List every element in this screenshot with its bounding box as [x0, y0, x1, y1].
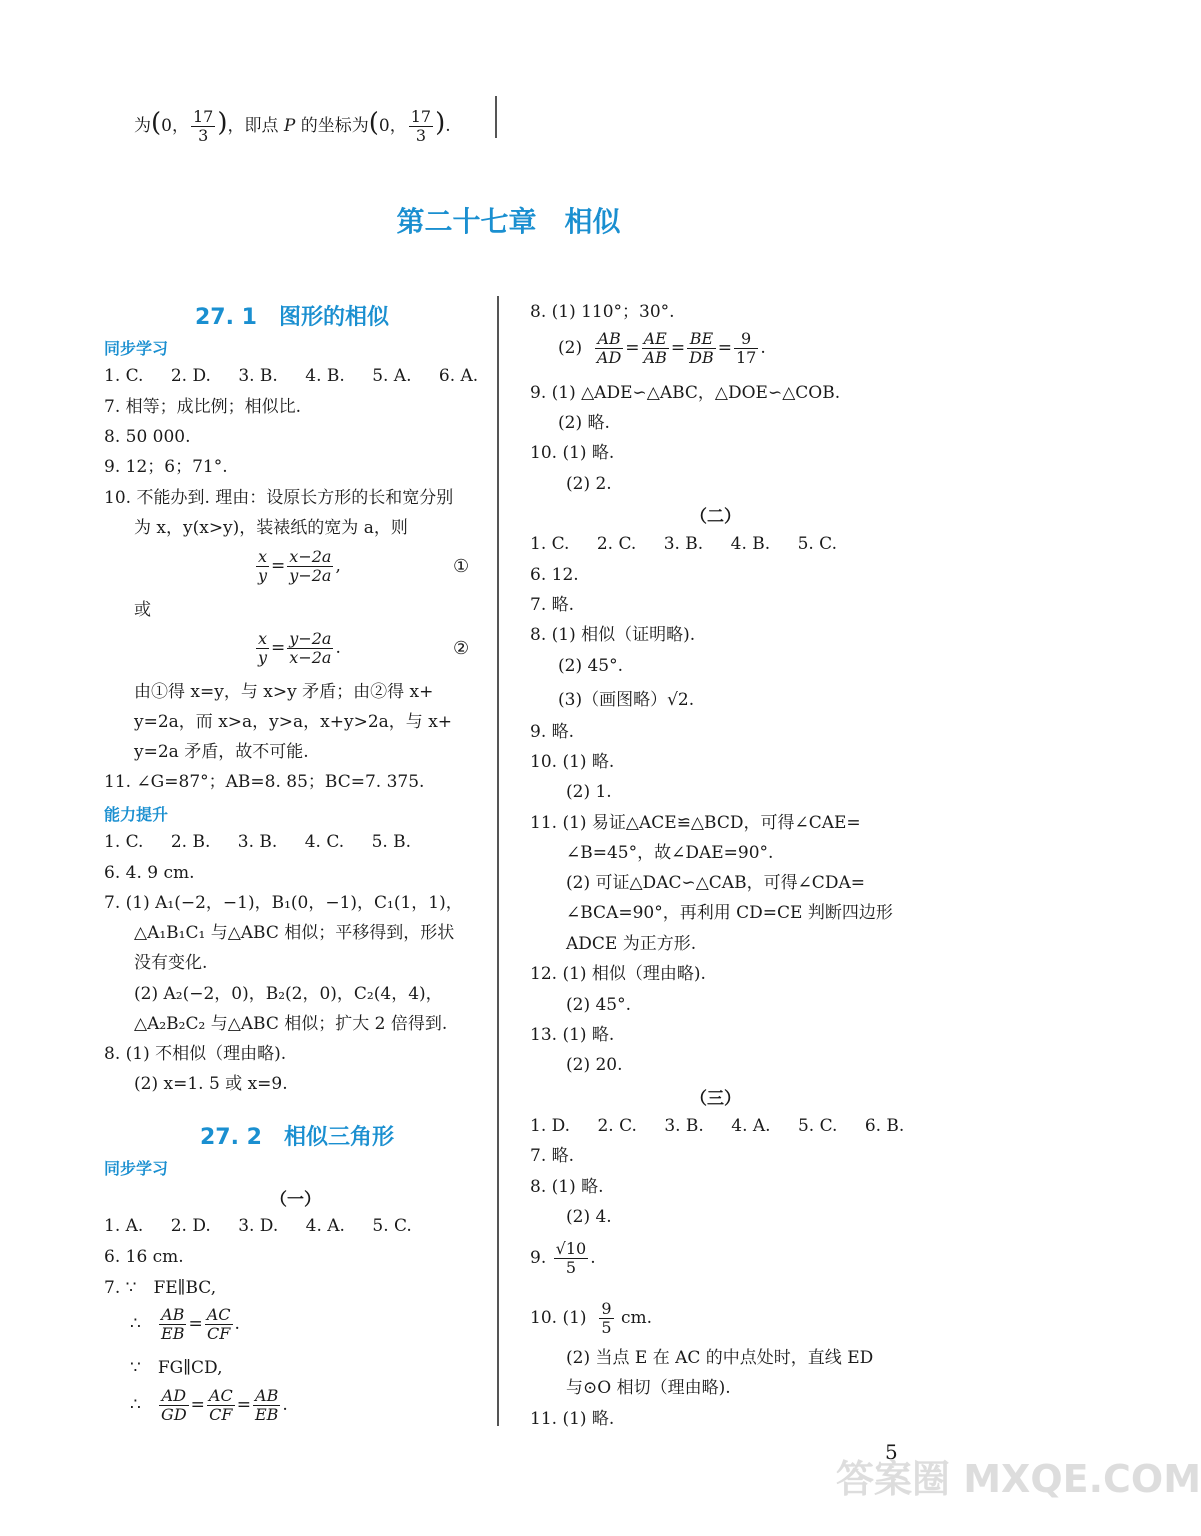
frac-den: CF: [209, 1405, 233, 1424]
answer-11: 11. ∠G=87°；AB=8. 85；BC=7. 375.: [104, 772, 425, 792]
answer-b6: 6. 16 cm.: [104, 1247, 184, 1267]
c-answer-12-line-2: (2) 45°.: [566, 995, 632, 1015]
equation-2: $\frac{x}{y}$ = $\frac{y-2a}{x-2a}$ .: [258, 629, 341, 667]
sub-heading-sync: 同步学习: [104, 339, 169, 358]
answer-row-d1: [530, 1114, 904, 1138]
therefore-sign: ∴: [130, 1395, 141, 1415]
answer: 4. C.: [304, 832, 345, 852]
c-answer-7: 7. 略.: [530, 595, 575, 615]
frac-den: 5: [565, 1258, 577, 1277]
fraction: [207, 1387, 235, 1424]
answer-row-a1: [104, 830, 411, 854]
d-answer-9: 9. $\frac{√10}{5}$ .: [530, 1239, 596, 1277]
fraction: [687, 330, 716, 367]
frac-den: EB: [254, 1405, 279, 1424]
part-heading-3: （三）: [690, 1089, 741, 1109]
answer: 2. D.: [170, 1216, 211, 1236]
r-answer-10-line-2: (2) 2.: [566, 474, 612, 494]
c-answer-11-line-3: (2) 可证△DAC∽△CAB，可得∠CDA=: [566, 873, 865, 893]
section-title-27-1: 27. 1 图形的相似: [195, 305, 389, 330]
answer-row-b1: [104, 1214, 412, 1238]
frac-den: 3: [198, 126, 209, 145]
frac-den: EB: [161, 1324, 185, 1343]
answer: 3. B.: [663, 534, 704, 554]
c-answer-12-line-1: 12. (1) 相似（理由略).: [530, 964, 706, 984]
c-answer-8-line-1: 8. (1) 相似（证明略).: [530, 625, 696, 645]
fraction: [734, 330, 758, 367]
fraction: [159, 1306, 186, 1343]
frac-den: y: [258, 566, 268, 585]
frac-num: BE: [687, 330, 716, 349]
answer: 1. D.: [530, 1116, 571, 1136]
answer-7: 7. 相等；成比例；相似比.: [104, 397, 302, 417]
ability-answer-6: 6. 4. 9 cm.: [104, 863, 195, 883]
answer-b7-line-4: ∴ $\frac{AD}{GD}$ = $\frac{AC}{CF}$ = $\frac{AB}{EB}$ .: [130, 1386, 288, 1424]
answer: 5. C.: [372, 1216, 412, 1236]
answer: 4. B.: [730, 534, 771, 554]
therefore-sign: ∴: [130, 1314, 141, 1334]
fraction: [599, 1300, 613, 1337]
chapter-title: 第二十七章 相似: [396, 205, 621, 238]
answer: 2. B.: [170, 832, 211, 852]
ability-answer-7-line-4: (2) A₂(−2，0)，B₂(2，0)，C₂(4，4)，: [134, 984, 443, 1004]
answer: 1. C.: [530, 534, 570, 554]
frac-num: AC: [208, 1386, 233, 1405]
c-answer-11-line-2: ∠B=45°，故∠DAE=90°.: [566, 843, 774, 863]
r-answer-9-line-2: (2) 略.: [558, 413, 610, 433]
frac-num: AC: [206, 1305, 231, 1324]
frac-num: 9: [734, 330, 758, 349]
answer: 4. A.: [305, 1216, 345, 1236]
equation-marker-2: ②: [453, 638, 470, 659]
ability-answer-7-line-1: 7. (1) A₁(−2，−1)，B₁(0，−1)，C₁(1，1)，: [104, 893, 463, 913]
c-answer-13-line-1: 13. (1) 略.: [530, 1025, 615, 1045]
r-answer-9-line-1: 9. (1) △ADE∽△ABC，△DOE∽△COB.: [530, 383, 841, 403]
answer-row-l1: [104, 364, 478, 388]
sub-heading-sync-2: 同步学习: [104, 1159, 169, 1178]
frac-den: AB: [643, 348, 667, 367]
answer-10-line-5: y=2a 矛盾，故不可能.: [134, 742, 309, 762]
answer-9: 9. 12；6；71°.: [104, 457, 228, 477]
answer-b7-line-2: ∴ $\frac{AB}{EB}$ = $\frac{AC}{CF}$ .: [130, 1305, 240, 1343]
answer: 3. B.: [237, 832, 278, 852]
fraction: [554, 1240, 589, 1277]
num-label: 9.: [530, 1248, 547, 1268]
top-zero-2: 0，: [378, 116, 407, 136]
c-answer-13-line-2: (2) 20.: [566, 1055, 623, 1075]
num-label: 10. (1): [530, 1308, 587, 1328]
frac-den: y−2a: [289, 566, 332, 585]
r-answer-10-line-1: 10. (1) 略.: [530, 443, 615, 463]
part-heading-1: （一）: [270, 1190, 321, 1210]
answer: 4. A.: [731, 1116, 771, 1136]
frac-num: AB: [159, 1306, 186, 1325]
frac-num: AB: [253, 1387, 280, 1406]
frac-den: DB: [689, 348, 714, 367]
d-answer-7: 7. 略.: [530, 1146, 575, 1166]
unit: cm.: [620, 1308, 652, 1328]
c-answer-10-line-1: 10. (1) 略.: [530, 752, 615, 772]
equation-marker-1: ①: [453, 556, 470, 577]
answer: 2. D.: [170, 366, 211, 386]
eq-tail: ,: [335, 556, 341, 576]
section-title-27-2: 27. 2 相似三角形: [200, 1125, 394, 1150]
answer: 1. C.: [104, 366, 144, 386]
ability-answer-7-line-2: △A₁B₁C₁ 与△ABC 相似；平移得到，形状: [134, 923, 455, 943]
answer-row-c1: [530, 532, 837, 556]
fraction: [253, 1387, 280, 1424]
fraction: [287, 548, 333, 585]
top-text-3: 的坐标为: [300, 116, 369, 136]
frac-num: x−2a: [287, 548, 333, 567]
sub-heading-ability: 能力提升: [104, 805, 169, 824]
fraction: [256, 630, 269, 667]
answer: 6. B.: [864, 1116, 905, 1136]
top-var: P: [283, 116, 296, 136]
r-answer-8-line-2: (2) $\frac{AB}{AD}$ = $\frac{AE}{AB}$ = $\frac{BE}{DB}$ = $\frac{9}{17}$ .: [558, 329, 766, 367]
frac-num: y−2a: [289, 629, 332, 648]
frac-num: AD: [159, 1387, 189, 1406]
sub-label: (2): [558, 338, 583, 358]
frac-den: x−2a: [289, 648, 332, 667]
frac-den: CF: [206, 1324, 231, 1343]
top-text-1: 为: [134, 116, 151, 136]
c-answer-6: 6. 12.: [530, 565, 579, 585]
answer: 1. A.: [104, 1216, 144, 1236]
top-frac-2: [409, 108, 433, 145]
frac-num: 9: [601, 1299, 612, 1318]
fraction: [159, 1387, 189, 1424]
frac-den: 3: [415, 126, 427, 145]
c-answer-10-line-2: (2) 1.: [566, 782, 612, 802]
frac-den: 17: [735, 348, 757, 367]
top-zero-1: 0，: [161, 116, 189, 136]
frac-den: GD: [161, 1405, 187, 1424]
c-answer-9: 9. 略.: [530, 722, 575, 742]
c-answer-11-line-5: ADCE 为正方形.: [566, 934, 697, 954]
answer-10-line-2: 为 x，y(x>y)，装裱纸的宽为 a，则: [134, 518, 408, 538]
frac-num: x: [256, 630, 269, 649]
d-answer-10-line-3: 与⊙O 相切（理由略).: [566, 1378, 731, 1398]
ability-answer-7-line-5: △A₂B₂C₂ 与△ABC 相似；扩大 2 倍得到.: [134, 1014, 448, 1034]
answer: 3. B.: [664, 1116, 704, 1136]
fraction: [595, 330, 623, 367]
c-answer-8-line-2: (2) 45°.: [558, 656, 624, 676]
page-number: 5: [885, 1440, 898, 1464]
ability-answer-7-line-3: 没有变化.: [134, 953, 208, 973]
frac-den: 5: [601, 1318, 612, 1337]
fraction: [642, 330, 669, 367]
answer: 5. C.: [797, 534, 837, 554]
eq-tail: .: [335, 638, 341, 658]
answer: 3. D.: [238, 1216, 279, 1236]
or-text: 或: [134, 600, 151, 620]
frac-num: AB: [595, 330, 623, 349]
c-answer-8-line-3: (3)（画图略）√2.: [558, 690, 695, 710]
frac-den: y: [258, 648, 268, 667]
answer-8: 8. 50 000.: [104, 427, 191, 447]
answer-b7-line-1: 7. ∵ FE∥BC,: [104, 1278, 217, 1298]
top-frac-1: [191, 108, 215, 145]
answer-b7-line-3: ∵ FG∥CD,: [130, 1358, 223, 1378]
ability-answer-8-line-1: 8. (1) 不相似（理由略).: [104, 1044, 287, 1064]
frac-num: √10: [555, 1239, 587, 1258]
answer: 5. C.: [797, 1116, 838, 1136]
d-answer-8-line-1: 8. (1) 略.: [530, 1177, 604, 1197]
answer: 6. A.: [438, 366, 479, 386]
r-answer-8-line-1: 8. (1) 110°；30°.: [530, 302, 675, 322]
answer: 4. B.: [305, 366, 345, 386]
d-answer-10-line-2: (2) 当点 E 在 AC 的中点处时，直线 ED: [566, 1348, 874, 1368]
c-answer-11-line-4: ∠BCA=90°，再利用 CD=CE 判断四边形: [566, 903, 893, 923]
frac-num: 17: [192, 107, 214, 126]
answer: 5. A.: [372, 366, 412, 386]
answer: 1. C.: [104, 832, 144, 852]
frac-num: x: [256, 548, 269, 567]
frac-num: 17: [410, 107, 432, 126]
top-divider: [495, 96, 497, 138]
equation-1: $\frac{x}{y}$ = $\frac{x-2a}{y-2a}$ ,: [258, 547, 341, 585]
column-divider: [497, 296, 499, 1426]
answer-10-line-1: 10. 不能办到. 理由：设原长方形的长和宽分别: [104, 488, 454, 508]
watermark-logo: 答案圈 MXQE.COM: [836, 1457, 1201, 1501]
part-heading-2: （二）: [690, 507, 741, 527]
answer-10-line-3: 由①得 x=y，与 x>y 矛盾；由②得 x+: [134, 682, 434, 702]
frac-num: AE: [642, 330, 669, 349]
answer-10-line-4: y=2a，而 x>a，y>a，x+y>2a，与 x+: [134, 712, 453, 732]
answer: 5. B.: [371, 832, 412, 852]
fraction: [205, 1306, 233, 1343]
c-answer-11-line-1: 11. (1) 易证△ACE≌△BCD，可得∠CAE=: [530, 813, 861, 833]
fraction: [256, 548, 269, 585]
answer: 2. C.: [597, 1116, 637, 1136]
ability-answer-8-line-2: (2) x=1. 5 或 x=9.: [134, 1074, 288, 1094]
fraction: [287, 630, 333, 667]
d-answer-11: 11. (1) 略.: [530, 1409, 615, 1429]
top-line: 为(0， $\frac{17}{3}$ )，即点 P 的坐标为(0， $\frac{17}{3}$ ).: [134, 107, 451, 145]
d-answer-10-line-1: [530, 1300, 652, 1337]
d-answer-8-line-2: (2) 4.: [566, 1207, 612, 1227]
top-text-2: ，即点: [227, 116, 279, 136]
answer: 2. C.: [596, 534, 637, 554]
frac-den: AD: [596, 348, 622, 367]
answer: 3. B.: [238, 366, 278, 386]
